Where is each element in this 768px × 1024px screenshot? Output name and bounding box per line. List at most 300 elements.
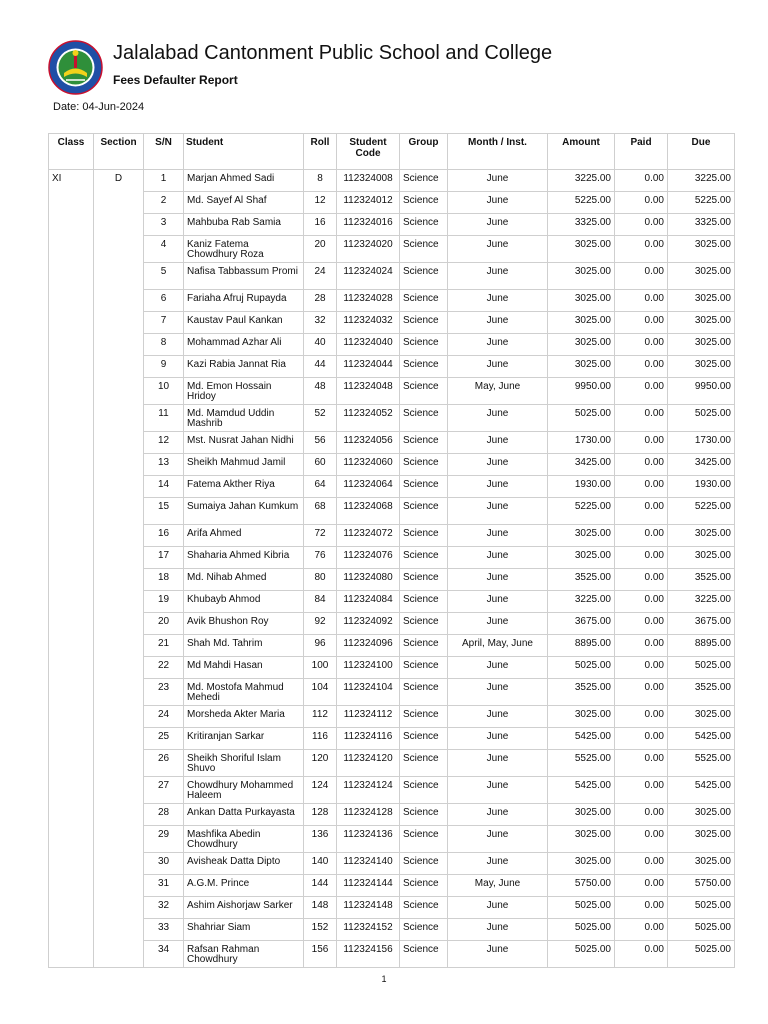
cell-paid: 0.00 xyxy=(615,875,668,897)
cell-paid: 0.00 xyxy=(615,613,668,635)
cell-roll: 84 xyxy=(304,591,337,613)
cell-sn: 20 xyxy=(144,613,184,635)
cell-group: Science xyxy=(400,290,448,312)
table-row xyxy=(49,826,735,853)
cell-amount: 3025.00 xyxy=(548,826,615,853)
cell-class xyxy=(49,728,94,750)
cell-paid: 0.00 xyxy=(615,547,668,569)
cell-class xyxy=(49,897,94,919)
cell-due: 1930.00 xyxy=(668,476,735,498)
cell-section xyxy=(94,706,144,728)
cell-roll: 24 xyxy=(304,263,337,290)
cell-student-code: 112324020 xyxy=(337,236,400,263)
cell-group: Science xyxy=(400,405,448,432)
cell-group: Science xyxy=(400,356,448,378)
cell-section xyxy=(94,356,144,378)
cell-section xyxy=(94,591,144,613)
cell-sn: 33 xyxy=(144,919,184,941)
cell-due: 3025.00 xyxy=(668,853,735,875)
cell-amount: 5225.00 xyxy=(548,498,615,525)
cell-roll: 44 xyxy=(304,356,337,378)
cell-student: Kaustav Paul Kankan xyxy=(184,312,304,334)
cell-sn: 17 xyxy=(144,547,184,569)
cell-student: A.G.M. Prince xyxy=(184,875,304,897)
cell-sn: 4 xyxy=(144,236,184,263)
cell-due: 5025.00 xyxy=(668,405,735,432)
cell-section xyxy=(94,853,144,875)
cell-student-code: 112324068 xyxy=(337,498,400,525)
col-header-sn: S/N xyxy=(144,134,184,170)
cell-paid: 0.00 xyxy=(615,476,668,498)
cell-section xyxy=(94,405,144,432)
cell-class xyxy=(49,679,94,706)
cell-due: 3025.00 xyxy=(668,706,735,728)
cell-paid: 0.00 xyxy=(615,334,668,356)
cell-class xyxy=(49,476,94,498)
cell-student: Md. Mamdud Uddin Mashrib xyxy=(184,405,304,432)
cell-paid: 0.00 xyxy=(615,941,668,968)
cell-student-code: 112324016 xyxy=(337,214,400,236)
cell-class xyxy=(49,777,94,804)
cell-due: 5025.00 xyxy=(668,657,735,679)
cell-group: Science xyxy=(400,706,448,728)
table-row xyxy=(49,236,735,263)
cell-due: 3225.00 xyxy=(668,170,735,192)
cell-student: Sheikh Mahmud Jamil xyxy=(184,454,304,476)
table-row xyxy=(49,476,735,498)
cell-month: June xyxy=(448,853,548,875)
cell-student: Md Mahdi Hasan xyxy=(184,657,304,679)
cell-sn: 3 xyxy=(144,214,184,236)
cell-paid: 0.00 xyxy=(615,706,668,728)
cell-section xyxy=(94,263,144,290)
cell-month: June xyxy=(448,613,548,635)
cell-student-code: 112324140 xyxy=(337,853,400,875)
cell-student-code: 112324060 xyxy=(337,454,400,476)
cell-month: June xyxy=(448,750,548,777)
cell-due: 3675.00 xyxy=(668,613,735,635)
defaulter-table xyxy=(48,133,735,968)
cell-sn: 11 xyxy=(144,405,184,432)
cell-student-code: 112324080 xyxy=(337,569,400,591)
cell-section xyxy=(94,547,144,569)
cell-paid: 0.00 xyxy=(615,236,668,263)
cell-amount: 5025.00 xyxy=(548,919,615,941)
col-header-amount: Amount xyxy=(548,134,615,170)
cell-group: Science xyxy=(400,432,448,454)
table-row xyxy=(49,853,735,875)
cell-paid: 0.00 xyxy=(615,356,668,378)
cell-month: June xyxy=(448,432,548,454)
cell-due: 3525.00 xyxy=(668,569,735,591)
table-row xyxy=(49,657,735,679)
cell-month: June xyxy=(448,706,548,728)
cell-section xyxy=(94,476,144,498)
cell-roll: 156 xyxy=(304,941,337,968)
cell-amount: 3525.00 xyxy=(548,569,615,591)
cell-paid: 0.00 xyxy=(615,290,668,312)
cell-amount: 5425.00 xyxy=(548,728,615,750)
cell-amount: 9950.00 xyxy=(548,378,615,405)
cell-paid: 0.00 xyxy=(615,853,668,875)
cell-section xyxy=(94,728,144,750)
cell-roll: 76 xyxy=(304,547,337,569)
cell-amount: 3025.00 xyxy=(548,547,615,569)
cell-due: 3025.00 xyxy=(668,356,735,378)
cell-student-code: 112324084 xyxy=(337,591,400,613)
cell-class xyxy=(49,657,94,679)
cell-month: June xyxy=(448,334,548,356)
table-row xyxy=(49,432,735,454)
cell-month: June xyxy=(448,263,548,290)
cell-student-code: 112324156 xyxy=(337,941,400,968)
cell-student: Fatema Akther Riya xyxy=(184,476,304,498)
cell-paid: 0.00 xyxy=(615,498,668,525)
cell-student-code: 112324048 xyxy=(337,378,400,405)
cell-amount: 8895.00 xyxy=(548,635,615,657)
cell-paid: 0.00 xyxy=(615,378,668,405)
cell-month: June xyxy=(448,679,548,706)
cell-month: June xyxy=(448,919,548,941)
cell-student-code: 112324040 xyxy=(337,334,400,356)
cell-group: Science xyxy=(400,236,448,263)
cell-amount: 3025.00 xyxy=(548,312,615,334)
cell-class xyxy=(49,826,94,853)
cell-amount: 3025.00 xyxy=(548,263,615,290)
cell-due: 5225.00 xyxy=(668,498,735,525)
table-row xyxy=(49,875,735,897)
cell-amount: 3025.00 xyxy=(548,804,615,826)
cell-class xyxy=(49,290,94,312)
cell-student: Mahbuba Rab Samia xyxy=(184,214,304,236)
cell-class xyxy=(49,613,94,635)
cell-group: Science xyxy=(400,170,448,192)
cell-student: Nafisa Tabbassum Promi xyxy=(184,263,304,290)
col-header-group: Group xyxy=(400,134,448,170)
cell-group: Science xyxy=(400,635,448,657)
cell-class xyxy=(49,498,94,525)
cell-group: Science xyxy=(400,334,448,356)
cell-roll: 80 xyxy=(304,569,337,591)
cell-class: XI xyxy=(49,170,94,192)
cell-due: 3025.00 xyxy=(668,236,735,263)
cell-section xyxy=(94,432,144,454)
cell-student-code: 112324104 xyxy=(337,679,400,706)
table-row xyxy=(49,170,735,192)
cell-roll: 112 xyxy=(304,706,337,728)
cell-roll: 100 xyxy=(304,657,337,679)
cell-class xyxy=(49,706,94,728)
cell-month: June xyxy=(448,591,548,613)
table-row xyxy=(49,405,735,432)
cell-due: 3025.00 xyxy=(668,826,735,853)
cell-sn: 22 xyxy=(144,657,184,679)
cell-sn: 29 xyxy=(144,826,184,853)
table-row xyxy=(49,679,735,706)
col-header-student-code: Student Code xyxy=(337,134,400,170)
cell-roll: 96 xyxy=(304,635,337,657)
table-row xyxy=(49,919,735,941)
report-header xyxy=(48,40,738,100)
cell-student: Md. Nihab Ahmed xyxy=(184,569,304,591)
cell-group: Science xyxy=(400,853,448,875)
cell-sn: 1 xyxy=(144,170,184,192)
table-row xyxy=(49,263,735,290)
page-number: 1 xyxy=(381,974,387,984)
cell-section xyxy=(94,657,144,679)
cell-due: 5425.00 xyxy=(668,777,735,804)
cell-student-code: 112324100 xyxy=(337,657,400,679)
cell-class xyxy=(49,334,94,356)
cell-student: Marjan Ahmed Sadi xyxy=(184,170,304,192)
cell-due: 1730.00 xyxy=(668,432,735,454)
cell-student-code: 112324024 xyxy=(337,263,400,290)
cell-section xyxy=(94,569,144,591)
cell-paid: 0.00 xyxy=(615,569,668,591)
cell-roll: 60 xyxy=(304,454,337,476)
cell-section: D xyxy=(94,170,144,192)
cell-student: Shaharia Ahmed Kibria xyxy=(184,547,304,569)
cell-group: Science xyxy=(400,312,448,334)
cell-amount: 3025.00 xyxy=(548,853,615,875)
cell-student-code: 112324064 xyxy=(337,476,400,498)
cell-roll: 120 xyxy=(304,750,337,777)
cell-roll: 140 xyxy=(304,853,337,875)
cell-student: Kazi Rabia Jannat Ria xyxy=(184,356,304,378)
cell-student: Md. Mostofa Mahmud Mehedi xyxy=(184,679,304,706)
cell-month: June xyxy=(448,525,548,547)
cell-group: Science xyxy=(400,454,448,476)
table-row xyxy=(49,706,735,728)
table-body xyxy=(49,170,735,968)
cell-class xyxy=(49,432,94,454)
cell-class xyxy=(49,919,94,941)
table-row xyxy=(49,941,735,968)
cell-due: 5525.00 xyxy=(668,750,735,777)
table-row xyxy=(49,454,735,476)
cell-section xyxy=(94,777,144,804)
cell-paid: 0.00 xyxy=(615,728,668,750)
col-header-paid: Paid xyxy=(615,134,668,170)
table-row xyxy=(49,728,735,750)
cell-sn: 24 xyxy=(144,706,184,728)
table-row xyxy=(49,214,735,236)
col-header-month: Month / Inst. xyxy=(448,134,548,170)
col-header-due: Due xyxy=(668,134,735,170)
cell-month: June xyxy=(448,192,548,214)
cell-due: 5025.00 xyxy=(668,919,735,941)
cell-class xyxy=(49,569,94,591)
cell-month: June xyxy=(448,356,548,378)
cell-paid: 0.00 xyxy=(615,312,668,334)
cell-student: Morsheda Akter Maria xyxy=(184,706,304,728)
cell-roll: 8 xyxy=(304,170,337,192)
cell-roll: 148 xyxy=(304,897,337,919)
cell-amount: 3225.00 xyxy=(548,591,615,613)
cell-sn: 30 xyxy=(144,853,184,875)
cell-section xyxy=(94,804,144,826)
cell-paid: 0.00 xyxy=(615,657,668,679)
cell-class xyxy=(49,547,94,569)
cell-paid: 0.00 xyxy=(615,635,668,657)
col-header-section: Section xyxy=(94,134,144,170)
cell-group: Science xyxy=(400,476,448,498)
cell-month: June xyxy=(448,405,548,432)
cell-amount: 1730.00 xyxy=(548,432,615,454)
cell-class xyxy=(49,750,94,777)
school-name: Jalalabad Cantonment Public School and College xyxy=(113,42,553,64)
cell-due: 3025.00 xyxy=(668,525,735,547)
cell-roll: 16 xyxy=(304,214,337,236)
cell-student-code: 112324044 xyxy=(337,356,400,378)
cell-roll: 28 xyxy=(304,290,337,312)
cell-month: June xyxy=(448,498,548,525)
cell-class xyxy=(49,236,94,263)
cell-amount: 3525.00 xyxy=(548,679,615,706)
cell-student: Sheikh Shoriful Islam Shuvo xyxy=(184,750,304,777)
cell-amount: 3025.00 xyxy=(548,334,615,356)
cell-student-code: 112324028 xyxy=(337,290,400,312)
cell-month: June xyxy=(448,476,548,498)
cell-amount: 1930.00 xyxy=(548,476,615,498)
cell-paid: 0.00 xyxy=(615,826,668,853)
cell-section xyxy=(94,454,144,476)
cell-amount: 5025.00 xyxy=(548,657,615,679)
cell-roll: 152 xyxy=(304,919,337,941)
cell-student-code: 112324116 xyxy=(337,728,400,750)
cell-sn: 28 xyxy=(144,804,184,826)
cell-student: Kaniz Fatema Chowdhury Roza xyxy=(184,236,304,263)
cell-sn: 34 xyxy=(144,941,184,968)
cell-group: Science xyxy=(400,897,448,919)
cell-due: 3025.00 xyxy=(668,263,735,290)
cell-section xyxy=(94,897,144,919)
cell-month: June xyxy=(448,454,548,476)
cell-group: Science xyxy=(400,613,448,635)
cell-class xyxy=(49,875,94,897)
table-row xyxy=(49,613,735,635)
cell-roll: 144 xyxy=(304,875,337,897)
cell-month: June xyxy=(448,826,548,853)
cell-month: June xyxy=(448,941,548,968)
cell-roll: 136 xyxy=(304,826,337,853)
cell-amount: 5025.00 xyxy=(548,897,615,919)
cell-student-code: 112324008 xyxy=(337,170,400,192)
cell-roll: 72 xyxy=(304,525,337,547)
cell-class xyxy=(49,214,94,236)
cell-month: June xyxy=(448,897,548,919)
table-row xyxy=(49,192,735,214)
cell-student: Khubayb Ahmod xyxy=(184,591,304,613)
cell-student-code: 112324052 xyxy=(337,405,400,432)
cell-roll: 92 xyxy=(304,613,337,635)
cell-month: June xyxy=(448,312,548,334)
cell-amount: 5025.00 xyxy=(548,405,615,432)
cell-roll: 12 xyxy=(304,192,337,214)
cell-sn: 2 xyxy=(144,192,184,214)
cell-due: 3025.00 xyxy=(668,804,735,826)
cell-class xyxy=(49,853,94,875)
cell-amount: 3025.00 xyxy=(548,356,615,378)
cell-student: Shahriar Siam xyxy=(184,919,304,941)
cell-due: 5225.00 xyxy=(668,192,735,214)
cell-student-code: 112324148 xyxy=(337,897,400,919)
cell-due: 3525.00 xyxy=(668,679,735,706)
cell-month: June xyxy=(448,777,548,804)
cell-paid: 0.00 xyxy=(615,214,668,236)
cell-student-code: 112324128 xyxy=(337,804,400,826)
cell-group: Science xyxy=(400,777,448,804)
cell-student: Avik Bhushon Roy xyxy=(184,613,304,635)
cell-due: 3025.00 xyxy=(668,334,735,356)
cell-amount: 5750.00 xyxy=(548,875,615,897)
cell-class xyxy=(49,525,94,547)
cell-paid: 0.00 xyxy=(615,591,668,613)
cell-paid: 0.00 xyxy=(615,405,668,432)
report-title: Fees Defaulter Report xyxy=(113,73,238,87)
cell-sn: 8 xyxy=(144,334,184,356)
cell-roll: 116 xyxy=(304,728,337,750)
table-row xyxy=(49,290,735,312)
cell-group: Science xyxy=(400,378,448,405)
cell-due: 5425.00 xyxy=(668,728,735,750)
cell-student-code: 112324152 xyxy=(337,919,400,941)
cell-paid: 0.00 xyxy=(615,804,668,826)
cell-due: 3425.00 xyxy=(668,454,735,476)
table-row xyxy=(49,547,735,569)
cell-due: 3325.00 xyxy=(668,214,735,236)
cell-amount: 3025.00 xyxy=(548,290,615,312)
cell-class xyxy=(49,263,94,290)
cell-sn: 25 xyxy=(144,728,184,750)
cell-paid: 0.00 xyxy=(615,750,668,777)
cell-sn: 10 xyxy=(144,378,184,405)
cell-month: June xyxy=(448,657,548,679)
table-row xyxy=(49,569,735,591)
cell-paid: 0.00 xyxy=(615,263,668,290)
cell-paid: 0.00 xyxy=(615,170,668,192)
cell-student: Mohammad Azhar Ali xyxy=(184,334,304,356)
cell-month: June xyxy=(448,569,548,591)
cell-due: 3225.00 xyxy=(668,591,735,613)
cell-paid: 0.00 xyxy=(615,192,668,214)
cell-amount: 3025.00 xyxy=(548,525,615,547)
cell-amount: 3675.00 xyxy=(548,613,615,635)
col-header-student: Student xyxy=(184,134,304,170)
cell-class xyxy=(49,192,94,214)
cell-section xyxy=(94,941,144,968)
col-header-class: Class xyxy=(49,134,94,170)
cell-student-code: 112324092 xyxy=(337,613,400,635)
cell-sn: 14 xyxy=(144,476,184,498)
cell-month: June xyxy=(448,547,548,569)
cell-section xyxy=(94,378,144,405)
cell-class xyxy=(49,591,94,613)
cell-student-code: 112324112 xyxy=(337,706,400,728)
cell-student-code: 112324136 xyxy=(337,826,400,853)
cell-class xyxy=(49,635,94,657)
cell-section xyxy=(94,236,144,263)
cell-sn: 21 xyxy=(144,635,184,657)
cell-amount: 3425.00 xyxy=(548,454,615,476)
cell-due: 9950.00 xyxy=(668,378,735,405)
cell-sn: 6 xyxy=(144,290,184,312)
cell-student: Chowdhury Mohammed Haleem xyxy=(184,777,304,804)
cell-section xyxy=(94,192,144,214)
cell-student-code: 112324144 xyxy=(337,875,400,897)
cell-amount: 3225.00 xyxy=(548,170,615,192)
cell-group: Science xyxy=(400,657,448,679)
